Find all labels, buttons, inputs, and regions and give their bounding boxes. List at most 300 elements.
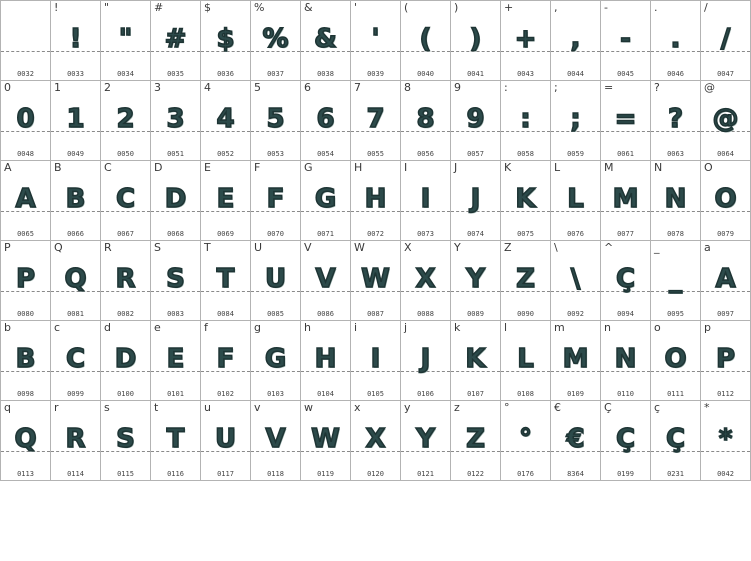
glyph-sample: ( — [419, 24, 432, 54]
glyph-sample: , — [570, 24, 581, 54]
glyph-sample — [1, 23, 50, 55]
glyph-character-label: 0 — [4, 81, 11, 94]
glyph-character-label: R — [104, 241, 112, 254]
glyph-code: 0120 — [367, 470, 384, 478]
glyph-sample: S — [166, 264, 185, 294]
glyph-cell — [601, 241, 651, 321]
glyph-character-label: / — [704, 1, 708, 14]
glyph-character-label: c — [54, 321, 61, 334]
glyph-sample: 0 — [16, 104, 35, 134]
glyph-character-label: , — [554, 1, 558, 14]
glyph-code: 0035 — [167, 70, 184, 78]
glyph-code: 0069 — [217, 230, 234, 238]
glyph-sample: \ — [570, 264, 581, 294]
glyph-sample: : — [520, 104, 531, 134]
glyph-cell — [501, 161, 551, 241]
glyph-sample: D — [114, 344, 137, 374]
glyph-code: 0084 — [217, 310, 234, 318]
glyph-cell — [601, 1, 651, 81]
glyph-character-label: 3 — [154, 81, 161, 94]
glyph-character-label: t — [154, 401, 159, 414]
glyph-code: 0106 — [417, 390, 434, 398]
glyph-character-label: ; — [554, 81, 558, 94]
glyph-character-label: f — [204, 321, 208, 334]
glyph-code: 0078 — [667, 230, 684, 238]
glyph-character-label: @ — [704, 81, 715, 94]
glyph-cell — [1, 241, 51, 321]
glyph-character-label: C — [104, 161, 112, 174]
glyph-character-label: b — [4, 321, 11, 334]
glyph-character-label: U — [254, 241, 263, 254]
glyph-sample: D — [164, 184, 187, 214]
glyph-sample: U — [264, 264, 287, 294]
glyph-character-label: ? — [654, 81, 660, 94]
glyph-sample: Y — [466, 264, 485, 294]
glyph-code: 0038 — [317, 70, 334, 78]
glyph-code: 0044 — [567, 70, 584, 78]
glyph-code: 0118 — [267, 470, 284, 478]
glyph-cell — [251, 321, 301, 401]
glyph-character-label: T — [204, 241, 211, 254]
glyph-sample: A — [15, 184, 36, 214]
glyph-cell — [51, 161, 101, 241]
glyph-character-label: H — [354, 161, 363, 174]
glyph-code: 0051 — [167, 150, 184, 158]
glyph-sample: I — [370, 344, 381, 374]
glyph-sample: / — [720, 24, 731, 54]
glyph-code: 0073 — [417, 230, 434, 238]
glyph-code: 0047 — [717, 70, 734, 78]
glyph-sample: R — [65, 424, 86, 454]
glyph-cell — [551, 241, 601, 321]
glyph-cell — [601, 401, 651, 481]
glyph-character-label: Ç — [604, 401, 612, 414]
glyph-cell — [151, 1, 201, 81]
glyph-character-label: . — [654, 1, 658, 14]
glyph-sample: G — [314, 184, 337, 214]
glyph-code: 0079 — [717, 230, 734, 238]
glyph-character-label: m — [554, 321, 565, 334]
glyph-cell — [351, 81, 401, 161]
glyph-code: 0040 — [417, 70, 434, 78]
glyph-character-label: + — [504, 1, 514, 14]
glyph-character-label: B — [54, 161, 62, 174]
glyph-code: 0082 — [117, 310, 134, 318]
glyph-cell — [351, 241, 401, 321]
glyph-code: 0039 — [367, 70, 384, 78]
glyph-cell — [701, 321, 751, 401]
glyph-cell — [251, 241, 301, 321]
glyph-sample: V — [315, 264, 336, 294]
glyph-cell — [301, 401, 351, 481]
glyph-sample: F — [216, 344, 235, 374]
glyph-sample: ° — [519, 424, 532, 454]
glyph-code: 0061 — [617, 150, 634, 158]
glyph-character-label: s — [104, 401, 110, 414]
glyph-cell — [101, 1, 151, 81]
glyph-cell — [251, 161, 301, 241]
glyph-sample: M — [562, 344, 589, 374]
glyph-cell — [551, 1, 601, 81]
glyph-code: 0049 — [67, 150, 84, 158]
glyph-cell — [701, 401, 751, 481]
glyph-cell — [201, 241, 251, 321]
glyph-sample: T — [166, 424, 185, 454]
glyph-cell — [551, 161, 601, 241]
glyph-character-label: K — [504, 161, 512, 174]
glyph-cell — [201, 401, 251, 481]
glyph-sample: A — [715, 264, 736, 294]
glyph-character-label: ç — [654, 401, 661, 414]
glyph-code: 0057 — [467, 150, 484, 158]
glyph-code: 0119 — [317, 470, 334, 478]
glyph-character-label: I — [404, 161, 408, 174]
glyph-cell — [201, 81, 251, 161]
glyph-code: 0116 — [167, 470, 184, 478]
glyph-sample: U — [214, 424, 237, 454]
glyph-cell — [501, 401, 551, 481]
glyph-cell — [401, 401, 451, 481]
glyph-character-label: j — [404, 321, 408, 334]
glyph-sample: " — [118, 24, 133, 54]
glyph-code: 0104 — [317, 390, 334, 398]
glyph-code: 0072 — [367, 230, 384, 238]
glyph-code: 0083 — [167, 310, 184, 318]
glyph-code: 0066 — [67, 230, 84, 238]
glyph-character-label: O — [704, 161, 713, 174]
glyph-character-label: A — [4, 161, 12, 174]
glyph-cell — [101, 241, 151, 321]
glyph-code: 0045 — [617, 70, 634, 78]
glyph-sample: 5 — [266, 104, 285, 134]
glyph-code: 0098 — [17, 390, 34, 398]
glyph-sample: Z — [516, 264, 535, 294]
glyph-code: 0071 — [317, 230, 334, 238]
glyph-character-label: 8 — [404, 81, 411, 94]
glyph-character-label: # — [154, 1, 164, 14]
glyph-code: 0089 — [467, 310, 484, 318]
glyph-sample: X — [365, 424, 386, 454]
glyph-sample: N — [664, 184, 687, 214]
glyph-cell — [101, 161, 151, 241]
glyph-character-label: P — [4, 241, 11, 254]
glyph-sample: H — [314, 344, 337, 374]
glyph-character-label: _ — [654, 241, 660, 254]
glyph-cell — [251, 401, 301, 481]
glyph-code: 0090 — [517, 310, 534, 318]
glyph-sample: 3 — [166, 104, 185, 134]
glyph-sample: O — [664, 344, 687, 374]
glyph-sample: B — [15, 344, 36, 374]
glyph-cell — [601, 161, 651, 241]
glyph-character-label: r — [54, 401, 59, 414]
glyph-sample: + — [514, 24, 537, 54]
glyph-character-label: M — [604, 161, 614, 174]
glyph-code: 0076 — [567, 230, 584, 238]
glyph-cell — [401, 241, 451, 321]
glyph-sample: $ — [216, 24, 235, 54]
glyph-character-label: X — [404, 241, 412, 254]
glyph-character-label: F — [254, 161, 261, 174]
glyph-cell — [551, 401, 601, 481]
glyph-cell — [151, 401, 201, 481]
glyph-code: 0068 — [167, 230, 184, 238]
glyph-character-label: k — [454, 321, 461, 334]
glyph-sample: I — [420, 184, 431, 214]
glyph-character-label: 2 — [104, 81, 111, 94]
glyph-cell — [51, 81, 101, 161]
glyph-character-label: ) — [454, 1, 459, 14]
glyph-sample: O — [714, 184, 737, 214]
glyph-cell — [651, 81, 701, 161]
glyph-sample: T — [216, 264, 235, 294]
glyph-sample: X — [415, 264, 436, 294]
glyph-sample: S — [116, 424, 135, 454]
glyph-cell — [601, 81, 651, 161]
glyph-code: 0054 — [317, 150, 334, 158]
glyph-sample: = — [614, 104, 637, 134]
glyph-code: 0050 — [117, 150, 134, 158]
glyph-cell — [351, 401, 401, 481]
glyph-sample: R — [115, 264, 136, 294]
glyph-cell — [301, 1, 351, 81]
glyph-sample: % — [262, 24, 289, 54]
glyph-character-label: $ — [204, 1, 211, 14]
glyph-character-label: N — [654, 161, 663, 174]
glyph-cell — [301, 321, 351, 401]
glyph-cell — [701, 241, 751, 321]
glyph-character-label: ! — [54, 1, 59, 14]
glyph-code: 0100 — [117, 390, 134, 398]
glyph-sample: 1 — [66, 104, 85, 134]
glyph-code: 0033 — [67, 70, 84, 78]
glyph-sample: F — [266, 184, 285, 214]
glyph-sample: J — [470, 184, 481, 214]
glyph-code: 0117 — [217, 470, 234, 478]
glyph-character-label: 6 — [304, 81, 311, 94]
glyph-sample: € — [566, 424, 585, 454]
glyph-code: 0067 — [117, 230, 134, 238]
glyph-cell — [51, 1, 101, 81]
glyph-code: 0101 — [167, 390, 184, 398]
glyph-sample: C — [65, 344, 86, 374]
glyph-cell — [251, 1, 301, 81]
glyph-character-label: p — [704, 321, 711, 334]
glyph-code: 0048 — [17, 150, 34, 158]
glyph-cell — [1, 401, 51, 481]
glyph-code: 0065 — [17, 230, 34, 238]
glyph-sample: W — [361, 264, 390, 294]
glyph-sample: M — [612, 184, 639, 214]
glyph-sample: E — [216, 184, 235, 214]
glyph-cell — [51, 241, 101, 321]
glyph-code: 0094 — [617, 310, 634, 318]
glyph-sample: K — [465, 344, 486, 374]
glyph-sample: E — [166, 344, 185, 374]
glyph-sample: P — [715, 344, 736, 374]
glyph-character-label: € — [554, 401, 561, 414]
glyph-sample: K — [515, 184, 536, 214]
glyph-sample: N — [614, 344, 637, 374]
glyph-code: 0088 — [417, 310, 434, 318]
glyph-code: 0052 — [217, 150, 234, 158]
glyph-sample: J — [420, 344, 431, 374]
glyph-cell — [451, 1, 501, 81]
glyph-character-label: i — [354, 321, 358, 334]
glyph-character-label: & — [304, 1, 313, 14]
glyph-cell — [401, 321, 451, 401]
glyph-cell — [451, 81, 501, 161]
glyph-cell — [351, 161, 401, 241]
glyph-character-label: 4 — [204, 81, 211, 94]
glyph-character-label: d — [104, 321, 111, 334]
glyph-cell — [451, 241, 501, 321]
glyph-sample: ? — [667, 104, 684, 134]
glyph-sample: ; — [570, 104, 581, 134]
glyph-character-label: W — [354, 241, 365, 254]
glyph-character-label: - — [604, 1, 608, 14]
glyph-cell — [701, 81, 751, 161]
glyph-code: 0070 — [267, 230, 284, 238]
glyph-character-label: q — [4, 401, 11, 414]
glyph-code: 0095 — [667, 310, 684, 318]
glyph-code: 0056 — [417, 150, 434, 158]
glyph-code: 0087 — [367, 310, 384, 318]
glyph-sample: Ç — [615, 264, 636, 294]
glyph-character-label: : — [504, 81, 508, 94]
glyph-code: 0097 — [717, 310, 734, 318]
glyph-character-label: E — [204, 161, 211, 174]
glyph-character-label: * — [704, 401, 710, 414]
glyph-code: 0032 — [17, 70, 34, 78]
glyph-sample: @ — [712, 104, 739, 134]
glyph-character-label: o — [654, 321, 661, 334]
glyph-character-label: D — [154, 161, 163, 174]
glyph-character-label: Z — [504, 241, 512, 254]
glyph-character-label: e — [154, 321, 161, 334]
glyph-character-label: ( — [404, 1, 409, 14]
glyph-character-label: G — [304, 161, 313, 174]
glyph-cell — [651, 321, 701, 401]
glyph-cell — [201, 161, 251, 241]
glyph-character-label: L — [554, 161, 561, 174]
glyph-code: 0112 — [717, 390, 734, 398]
glyph-sample: B — [65, 184, 86, 214]
glyph-sample: 9 — [466, 104, 485, 134]
glyph-cell — [651, 401, 701, 481]
glyph-code: 0176 — [517, 470, 534, 478]
glyph-code: 0099 — [67, 390, 84, 398]
glyph-character-label: V — [304, 241, 312, 254]
glyph-cell — [551, 81, 601, 161]
glyph-character-label: J — [454, 161, 458, 174]
glyph-cell — [151, 81, 201, 161]
glyph-code: 0231 — [667, 470, 684, 478]
glyph-sample: V — [265, 424, 286, 454]
glyph-sample: 6 — [316, 104, 335, 134]
glyph-cell — [501, 1, 551, 81]
glyph-cell — [201, 321, 251, 401]
glyph-code: 0063 — [667, 150, 684, 158]
glyph-code: 0111 — [667, 390, 684, 398]
glyph-sample: G — [264, 344, 287, 374]
glyph-character-label: v — [254, 401, 261, 414]
glyph-sample: Ç — [665, 424, 686, 454]
glyph-cell — [651, 161, 701, 241]
glyph-cell — [1, 1, 51, 81]
glyph-character-label: \ — [554, 241, 558, 254]
glyph-cell — [501, 81, 551, 161]
glyph-code: 0059 — [567, 150, 584, 158]
glyph-cell — [651, 1, 701, 81]
glyph-sample: 4 — [216, 104, 235, 134]
glyph-character-label: x — [354, 401, 361, 414]
glyph-code: 0122 — [467, 470, 484, 478]
glyph-cell — [201, 1, 251, 81]
glyph-cell — [401, 1, 451, 81]
glyph-sample: P — [15, 264, 36, 294]
glyph-code: 0055 — [367, 150, 384, 158]
glyph-code: 0108 — [517, 390, 534, 398]
glyph-cell — [151, 241, 201, 321]
glyph-character-label: l — [504, 321, 508, 334]
glyph-character-label: ^ — [604, 241, 614, 254]
glyph-sample: # — [164, 24, 187, 54]
glyph-character-label: ' — [354, 1, 358, 14]
glyph-code: 0102 — [217, 390, 234, 398]
glyph-sample: _ — [669, 264, 682, 294]
glyph-character-label: u — [204, 401, 211, 414]
glyph-sample: Y — [416, 424, 435, 454]
glyph-cell — [401, 161, 451, 241]
glyph-code: 0043 — [517, 70, 534, 78]
glyph-character-label: g — [254, 321, 261, 334]
glyph-code: 0042 — [717, 470, 734, 478]
glyph-code: 0081 — [67, 310, 84, 318]
glyph-cell — [451, 161, 501, 241]
glyph-character-label: = — [604, 81, 614, 94]
glyph-cell — [451, 401, 501, 481]
glyph-code: 0115 — [117, 470, 134, 478]
glyph-cell — [151, 321, 201, 401]
glyph-character-label: h — [304, 321, 311, 334]
glyph-code: 0041 — [467, 70, 484, 78]
glyph-character-label: w — [304, 401, 313, 414]
glyph-sample: * — [718, 424, 733, 454]
glyph-cell — [351, 321, 401, 401]
glyph-character-label: 7 — [354, 81, 361, 94]
glyph-cell — [1, 81, 51, 161]
glyph-sample: - — [620, 24, 631, 54]
glyph-code: 0109 — [567, 390, 584, 398]
glyph-sample: W — [311, 424, 340, 454]
glyph-character-label: S — [154, 241, 161, 254]
glyph-cell — [101, 401, 151, 481]
glyph-code: 0075 — [517, 230, 534, 238]
glyph-sample: . — [670, 24, 681, 54]
glyph-cell — [51, 321, 101, 401]
glyph-code: 0046 — [667, 70, 684, 78]
glyph-cell — [251, 81, 301, 161]
glyph-code: 0199 — [617, 470, 634, 478]
glyph-character-label: 1 — [54, 81, 61, 94]
glyph-character-label: a — [704, 241, 711, 254]
glyph-code: 0080 — [17, 310, 34, 318]
glyph-code: 0037 — [267, 70, 284, 78]
glyph-cell — [501, 241, 551, 321]
glyph-sample: C — [115, 184, 136, 214]
glyph-cell — [701, 1, 751, 81]
